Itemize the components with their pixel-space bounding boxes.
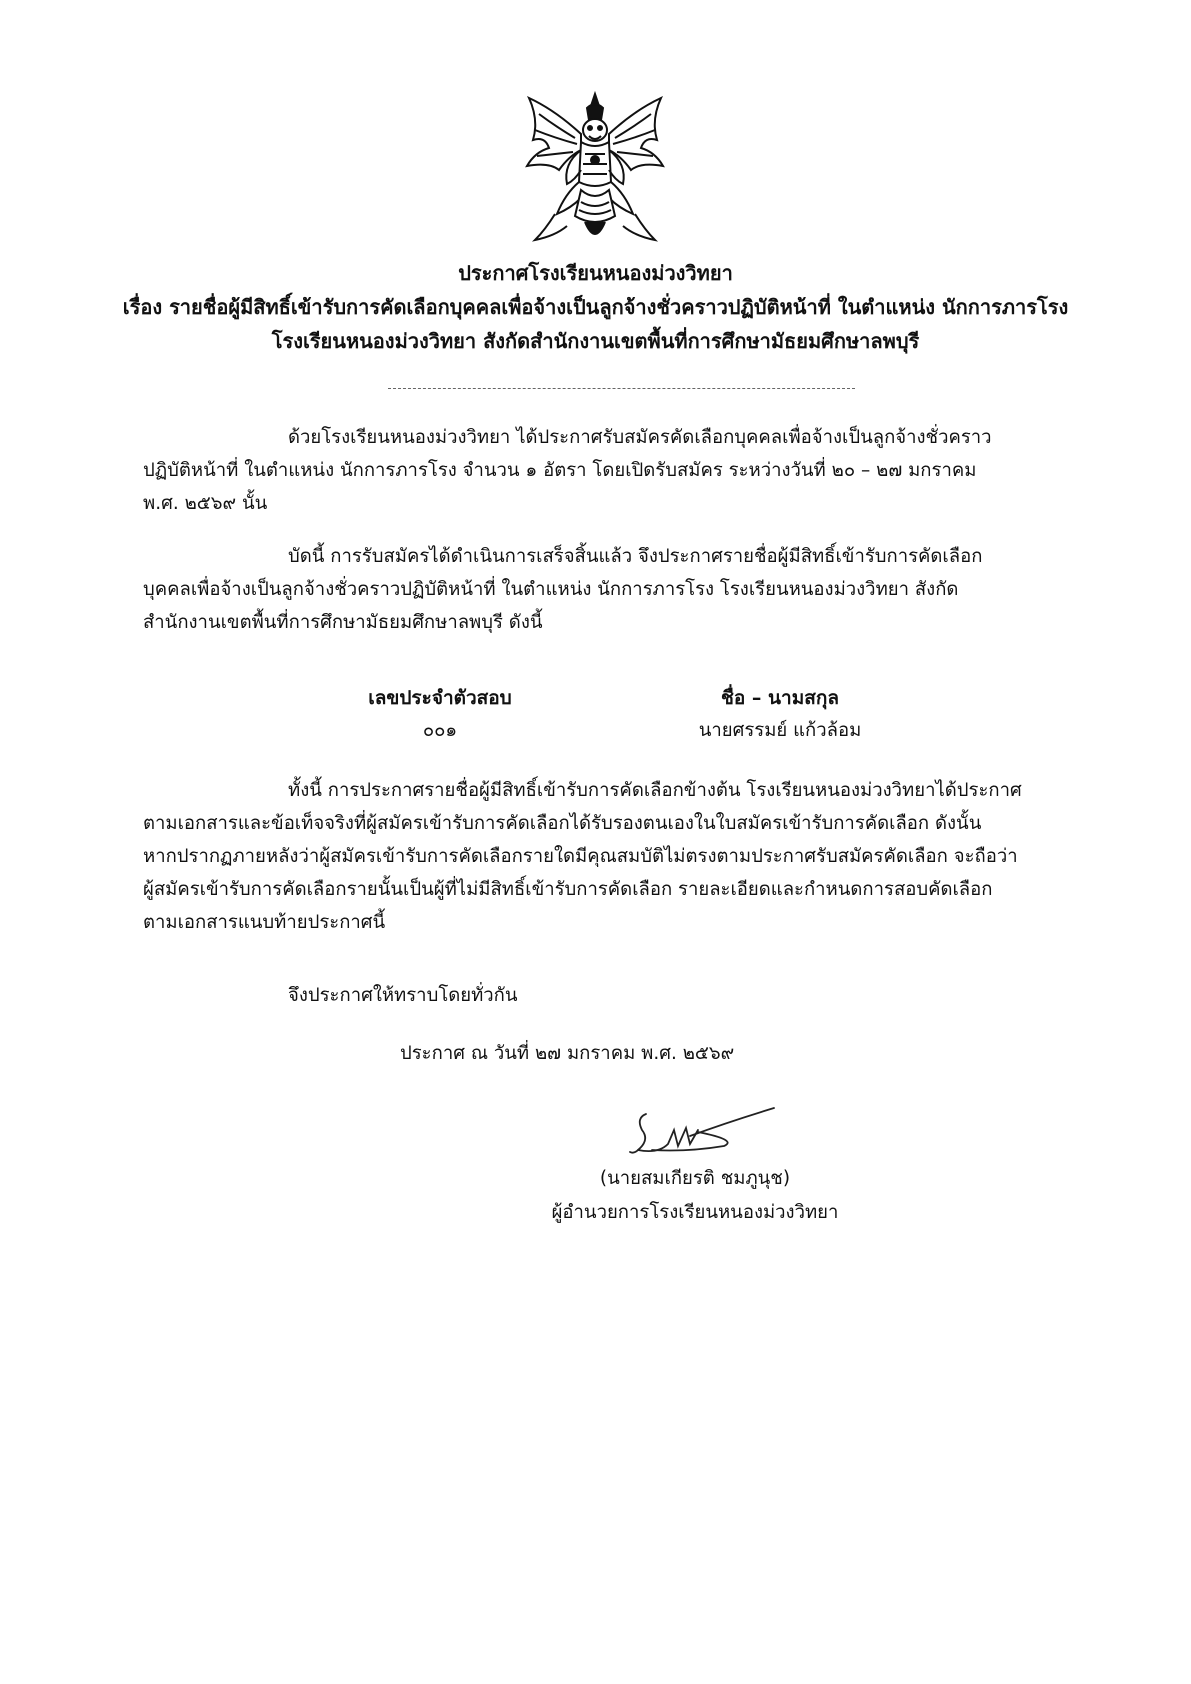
table-cell-exam-id: ๐๐๑ [422, 720, 458, 741]
paragraph-line: พ.ศ. ๒๕๖๙ นั้น [143, 493, 268, 514]
paragraph-line: ทั้งนี้ การประกาศรายชื่อผู้มีสิทธิ์เข้ารับการคัดเลือกข้างต้น โรงเรียนหนองม่วงวิทยาได้ประกาศ [288, 780, 1022, 801]
paragraph-intro [143, 421, 1063, 520]
announcement-title: ประกาศโรงเรียนหนองม่วงวิทยา [458, 261, 733, 285]
paragraph-line: บัดนี้ การรับสมัครได้ดำเนินการเสร็จสิ้นแล้ว จึงประกาศรายชื่อผู้มีสิทธิ์เข้ารับการคัดเลือก [288, 546, 983, 567]
paragraph-line: ปฏิบัติหน้าที่ ในตำแหน่ง นักการภารโรง จำนวน ๑ อัตรา โดยเปิดรับสมัคร ระหว่างวันที่ ๒๐ – ๒๗ มกราคม [143, 460, 977, 481]
announcement-subject-line2: โรงเรียนหนองม่วงวิทยา สังกัดสำนักงานเขตพื้นที่การศึกษามัธยมศึกษาลพบุรี [271, 329, 920, 353]
header-divider [388, 388, 855, 389]
paragraph-line: บุคคลเพื่อจ้างเป็นลูกจ้างชั่วคราวปฏิบัติหน้าที่ ในตำแหน่ง นักการภารโรง โรงเรียนหนองม่วงวิทยา สังกัด [143, 579, 959, 600]
paragraph-line: สำนักงานเขตพื้นที่การศึกษามัธยมศึกษาลพบุรี ดังนี้ [143, 612, 543, 633]
table-header-exam-id: เลขประจำตัวสอบ [368, 687, 512, 709]
paragraph-line: หากปรากฏภายหลังว่าผู้สมัครเข้ารับการคัดเลือกรายใดมีคุณสมบัติไม่ตรงตามประกาศรับสมัครคัดเลือก จะถือว่า [143, 846, 1018, 867]
announcement-subject: เรื่อง รายชื่อผู้มีสิทธิ์เข้ารับการคัดเลือกบุคคลเพื่อจ้างเป็นลูกจ้างชั่วคราวปฏิบัติหน้าที่ ในตำแหน่ง นักการภารโรง [122, 295, 1069, 319]
announcement-date: ประกาศ ณ วันที่ ๒๗ มกราคม พ.ศ. ๒๕๖๙ [400, 1043, 735, 1064]
paragraph-line: ตามเอกสารและข้อเท็จจริงที่ผู้สมัครเข้ารับการคัดเลือกได้รับรองตนเองในใบสมัครเข้ารับการคัดเลือก ดังนั้น [143, 813, 982, 834]
table-cell-full-name: นายศรรมย์ แก้วล้อม [698, 720, 862, 741]
paragraph-line: ด้วยโรงเรียนหนองม่วงวิทยา ได้ประกาศรับสมัครคัดเลือกบุคคลเพื่อจ้างเป็นลูกจ้างชั่วคราว [288, 427, 992, 448]
paragraph-line: ตามเอกสารแนบท้ายประกาศนี้ [143, 912, 386, 933]
paragraph-announcement [143, 540, 1063, 639]
signer-title: ผู้อำนวยการโรงเรียนหนองม่วงวิทยา [551, 1202, 839, 1223]
handwritten-signature-icon [628, 1100, 778, 1160]
paragraph-line: ผู้สมัครเข้ารับการคัดเลือกรายนั้นเป็นผู้ที่ไม่มีสิทธิ์เข้ารับการคัดเลือก รายละเอียดและกำหนดการสอบคัดเลือก [143, 879, 993, 900]
table-header-full-name: ชื่อ – นามสกุล [721, 687, 839, 709]
closing-statement: จึงประกาศให้ทราบโดยทั่วกัน [288, 985, 518, 1006]
paragraph-conditions [143, 774, 1063, 939]
garuda-emblem-icon [515, 90, 675, 248]
signer-name: (นายสมเกียรติ ชมภูนุช) [599, 1168, 791, 1189]
